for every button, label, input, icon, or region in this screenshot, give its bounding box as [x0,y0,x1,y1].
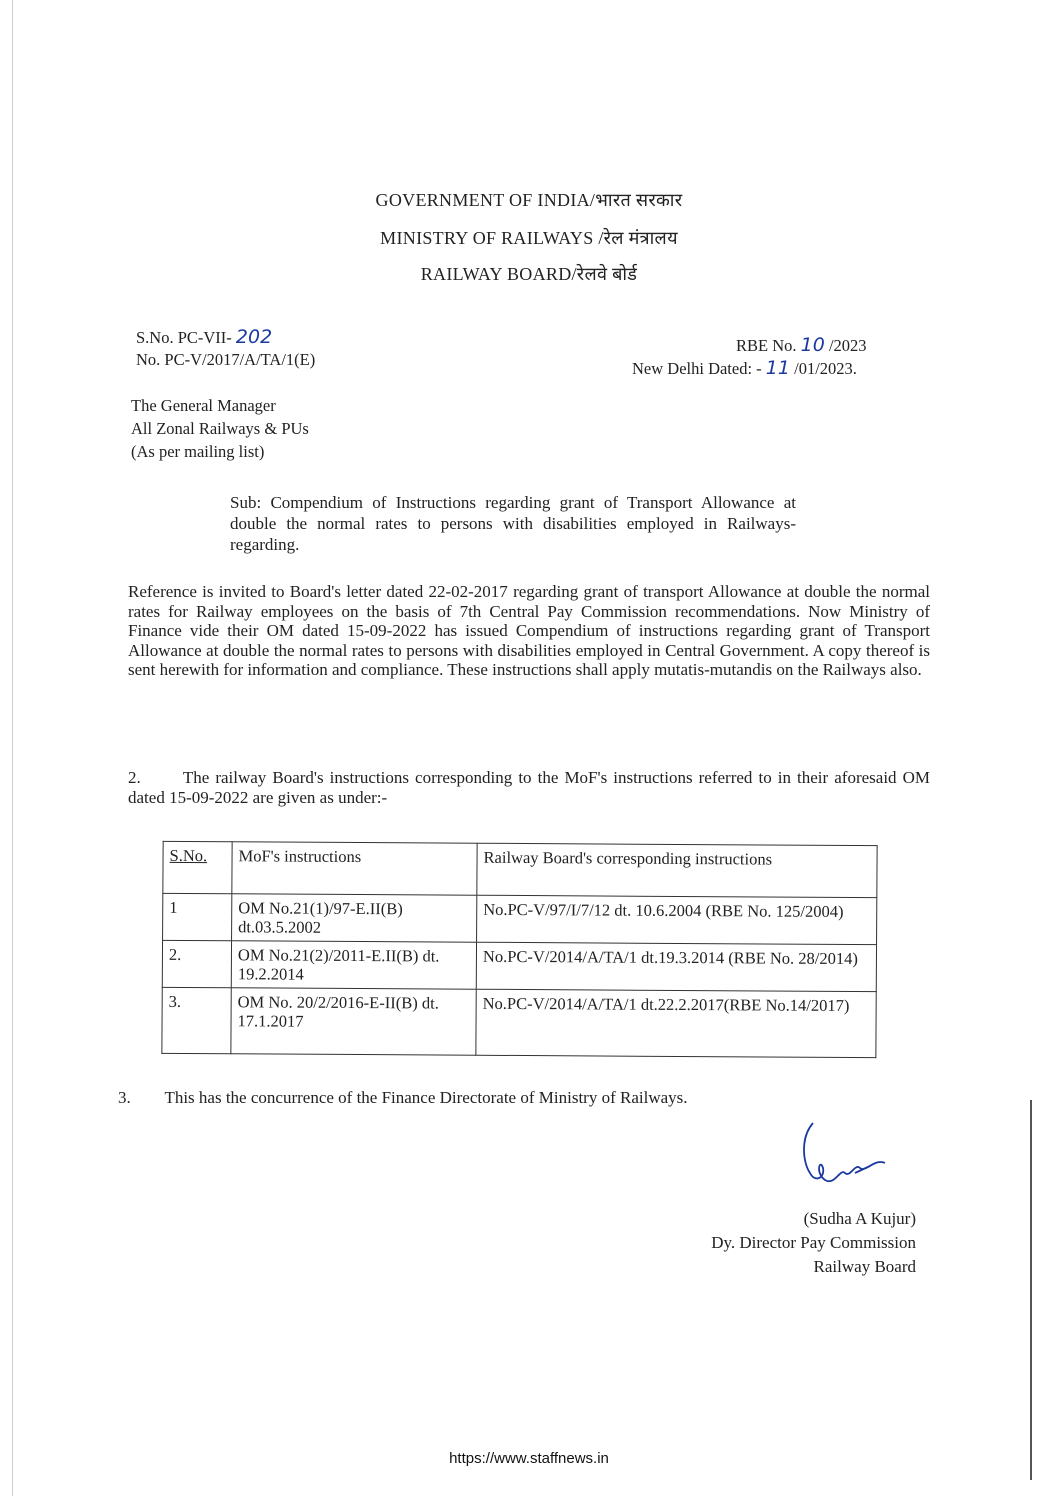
rbe-number: RBE No. 10 /2023 [736,334,867,356]
paragraph-1: Reference is invited to Board's letter dated 22-02-2017 regarding grant of transport Allowance at double the normal rates for Railway employees on the basis of 7th Central Pay Commission recommendations. Now Ministry of Finance vide their OM dated 15-09-2022 has issued Compendium of instructions regarding grant of Transport Allowance at double the normal rates to persons with disabilities employed in Central Government. A copy thereof is sent herewith for information and compliance. These instructions shall apply mutatis-mutandis on the Railways also. [128,582,930,679]
header-board: RAILWAY BOARD/रेलवे बोर्ड [420,264,638,284]
paragraph-2: 2. The railway Board's instructions corresponding to the MoF's instructions referred to in their aforesaid OM dated 15-09-2022 are given as under:- [128,768,930,807]
header-mof: MoF's instructions [232,842,477,895]
handwritten-serial: 202 [235,326,273,348]
table-row: 3. OM No. 20/2/2016-E-II(B) dt. 17.1.2017 No.PC-V/2014/A/TA/1 dt.22.2.2017(RBE No.14/2017) [162,987,876,1057]
footer-url[interactable]: https://www.staffnews.in [449,1450,609,1467]
date-line: New Delhi Dated: - 11 /01/2023. [632,357,857,379]
scan-edge [12,0,13,1496]
header-sno: S.No. [163,841,232,893]
header-ministry: MINISTRY OF RAILWAYS /रेल मंत्रालय [380,228,678,248]
signer-designation: Dy. Director Pay Commission [711,1233,916,1252]
header-government: GOVERNMENT OF INDIA/भारत सरकार [375,190,683,210]
header-railway-board: Railway Board's corresponding instructions [477,843,877,897]
table-row: 1 OM No.21(1)/97-E.II(B) dt.03.5.2002 No.PC-V/97/I/7/12 dt. 10.6.2004 (RBE No. 125/2004) [163,893,877,944]
handwritten-rbe: 10 [800,334,825,356]
handwritten-date: 11 [765,357,790,379]
file-number: No. PC-V/2017/A/TA/1(E) [136,350,316,369]
serial-number: S.No. PC-VII- 202 [136,326,273,348]
table-header-row [163,841,877,897]
signer-name: (Sudha A Kujur) [803,1209,916,1228]
signer-block [711,1207,916,1279]
signer-office: Railway Board [813,1257,916,1276]
paragraph-3: 3. This has the concurrence of the Finance Directorate of Ministry of Railways. [118,1088,688,1107]
signature [795,1118,905,1193]
table-row: 2. OM No.21(2)/2011-E.II(B) dt. 19.2.2014 No.PC-V/2014/A/TA/1 dt.19.3.2014 (RBE No. 28/2014) [162,940,876,991]
addressee: The General Manager All Zonal Railways & PUs (As per mailing list) [131,396,309,461]
instructions-table [161,841,877,1058]
scan-edge [1030,1100,1032,1480]
subject: Sub: Compendium of Instructions regarding grant of Transport Allowance at double the normal rates to persons with disabilities employed in Railways-regarding. [230,493,796,554]
